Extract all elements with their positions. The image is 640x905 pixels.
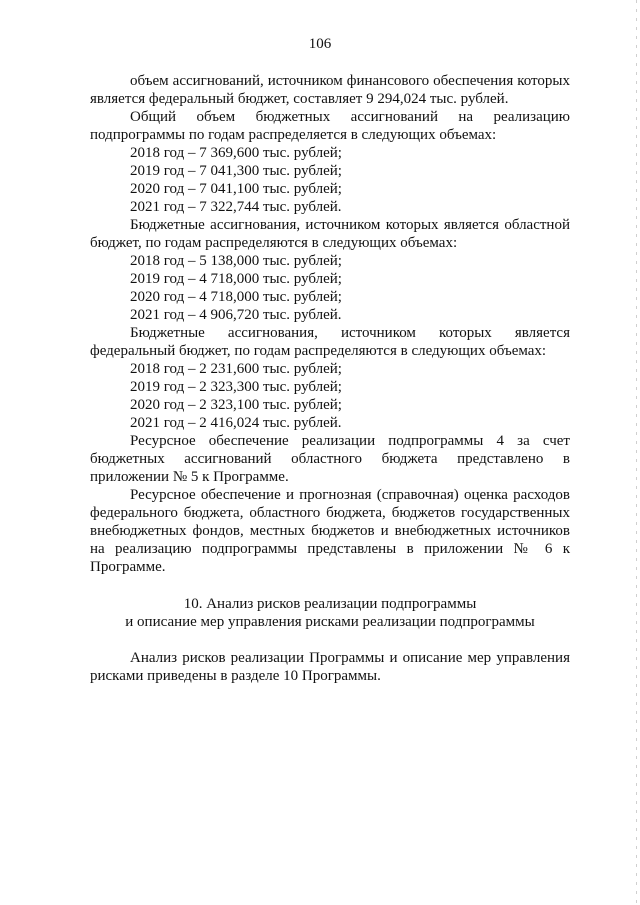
- paragraph-federal-budget: [90, 324, 570, 360]
- list-item: 2020 год – 4 718,000 тыс. рублей;: [130, 289, 342, 305]
- section-heading-line: и описание мер управления рисками реализации подпрограммы: [125, 614, 535, 630]
- scan-edge-artifact: [636, 0, 637, 905]
- section-heading: [90, 595, 570, 631]
- list-item: 2018 год – 5 138,000 тыс. рублей;: [130, 253, 342, 269]
- spacer: [90, 631, 570, 649]
- list-item: 2019 год – 4 718,000 тыс. рублей;: [130, 271, 342, 287]
- text-line: бюджетных ассигнований областного бюджета представлено в: [90, 451, 570, 467]
- list-federal-by-years: [90, 144, 570, 216]
- list-item: 2021 год – 4 906,720 тыс. рублей.: [130, 307, 342, 323]
- paragraph-total-by-years: [90, 108, 570, 144]
- section-heading-line: 10. Анализ рисков реализации подпрограммы: [183, 596, 477, 612]
- paragraph-appendix-5: [90, 432, 570, 486]
- paragraph-appendix-6: [90, 486, 570, 576]
- text-line: объем ассигнований, источником финансового обеспечения которых: [130, 73, 570, 89]
- text-line: на реализацию подпрограммы представлены в приложении № 6 к: [90, 541, 570, 557]
- text-line: федерального бюджета, областного бюджета, бюджетов государственных: [90, 505, 570, 521]
- document-body: [90, 72, 570, 685]
- list-item: 2018 год – 2 231,600 тыс. рублей;: [130, 361, 342, 377]
- text-line: федеральный бюджет, по годам распределяются в следующих объемах:: [90, 343, 547, 359]
- list-item: 2019 год – 2 323,300 тыс. рублей;: [130, 379, 342, 395]
- list-federal2-by-years: [90, 360, 570, 432]
- list-item: 2019 год – 7 041,300 тыс. рублей;: [130, 163, 342, 179]
- list-item: 2021 год – 7 322,744 тыс. рублей.: [130, 199, 342, 215]
- text-line: является федеральный бюджет, составляет 9 294,024 тыс. рублей.: [90, 91, 509, 107]
- text-line: Общий объем бюджетных ассигнований на реализацию: [130, 109, 570, 125]
- text-line: внебюджетных фондов, местных бюджетов и внебюджетных источников: [90, 523, 570, 539]
- text-line: Бюджетные ассигнования, источником которых является: [130, 325, 570, 341]
- list-item: 2021 год – 2 416,024 тыс. рублей.: [130, 415, 342, 431]
- text-line: Программе.: [90, 559, 166, 575]
- paragraph-regional-budget: [90, 216, 570, 252]
- paragraph-federal-total: [90, 72, 570, 108]
- list-item: 2020 год – 7 041,100 тыс. рублей;: [130, 181, 342, 197]
- text-line: подпрограммы по годам распределяется в следующих объемах:: [90, 127, 497, 143]
- text-line: приложении № 5 к Программе.: [90, 469, 289, 485]
- page-number: 106: [308, 36, 332, 52]
- text-line: Бюджетные ассигнования, источником которых является областной: [130, 217, 570, 233]
- text-line: Ресурсное обеспечение и прогнозная (справочная) оценка расходов: [130, 487, 570, 503]
- paragraph-risk-analysis: [90, 649, 570, 685]
- text-line: бюджет, по годам распределяются в следующих объемах:: [90, 235, 458, 251]
- text-line: Анализ рисков реализации Программы и описание мер управления: [130, 650, 570, 666]
- text-line: рисками приведены в разделе 10 Программы.: [90, 668, 381, 684]
- text-line: Ресурсное обеспечение реализации подпрограммы 4 за счет: [130, 433, 570, 449]
- list-regional-by-years: [90, 252, 570, 324]
- list-item: 2020 год – 2 323,100 тыс. рублей;: [130, 397, 342, 413]
- list-item: 2018 год – 7 369,600 тыс. рублей;: [130, 145, 342, 161]
